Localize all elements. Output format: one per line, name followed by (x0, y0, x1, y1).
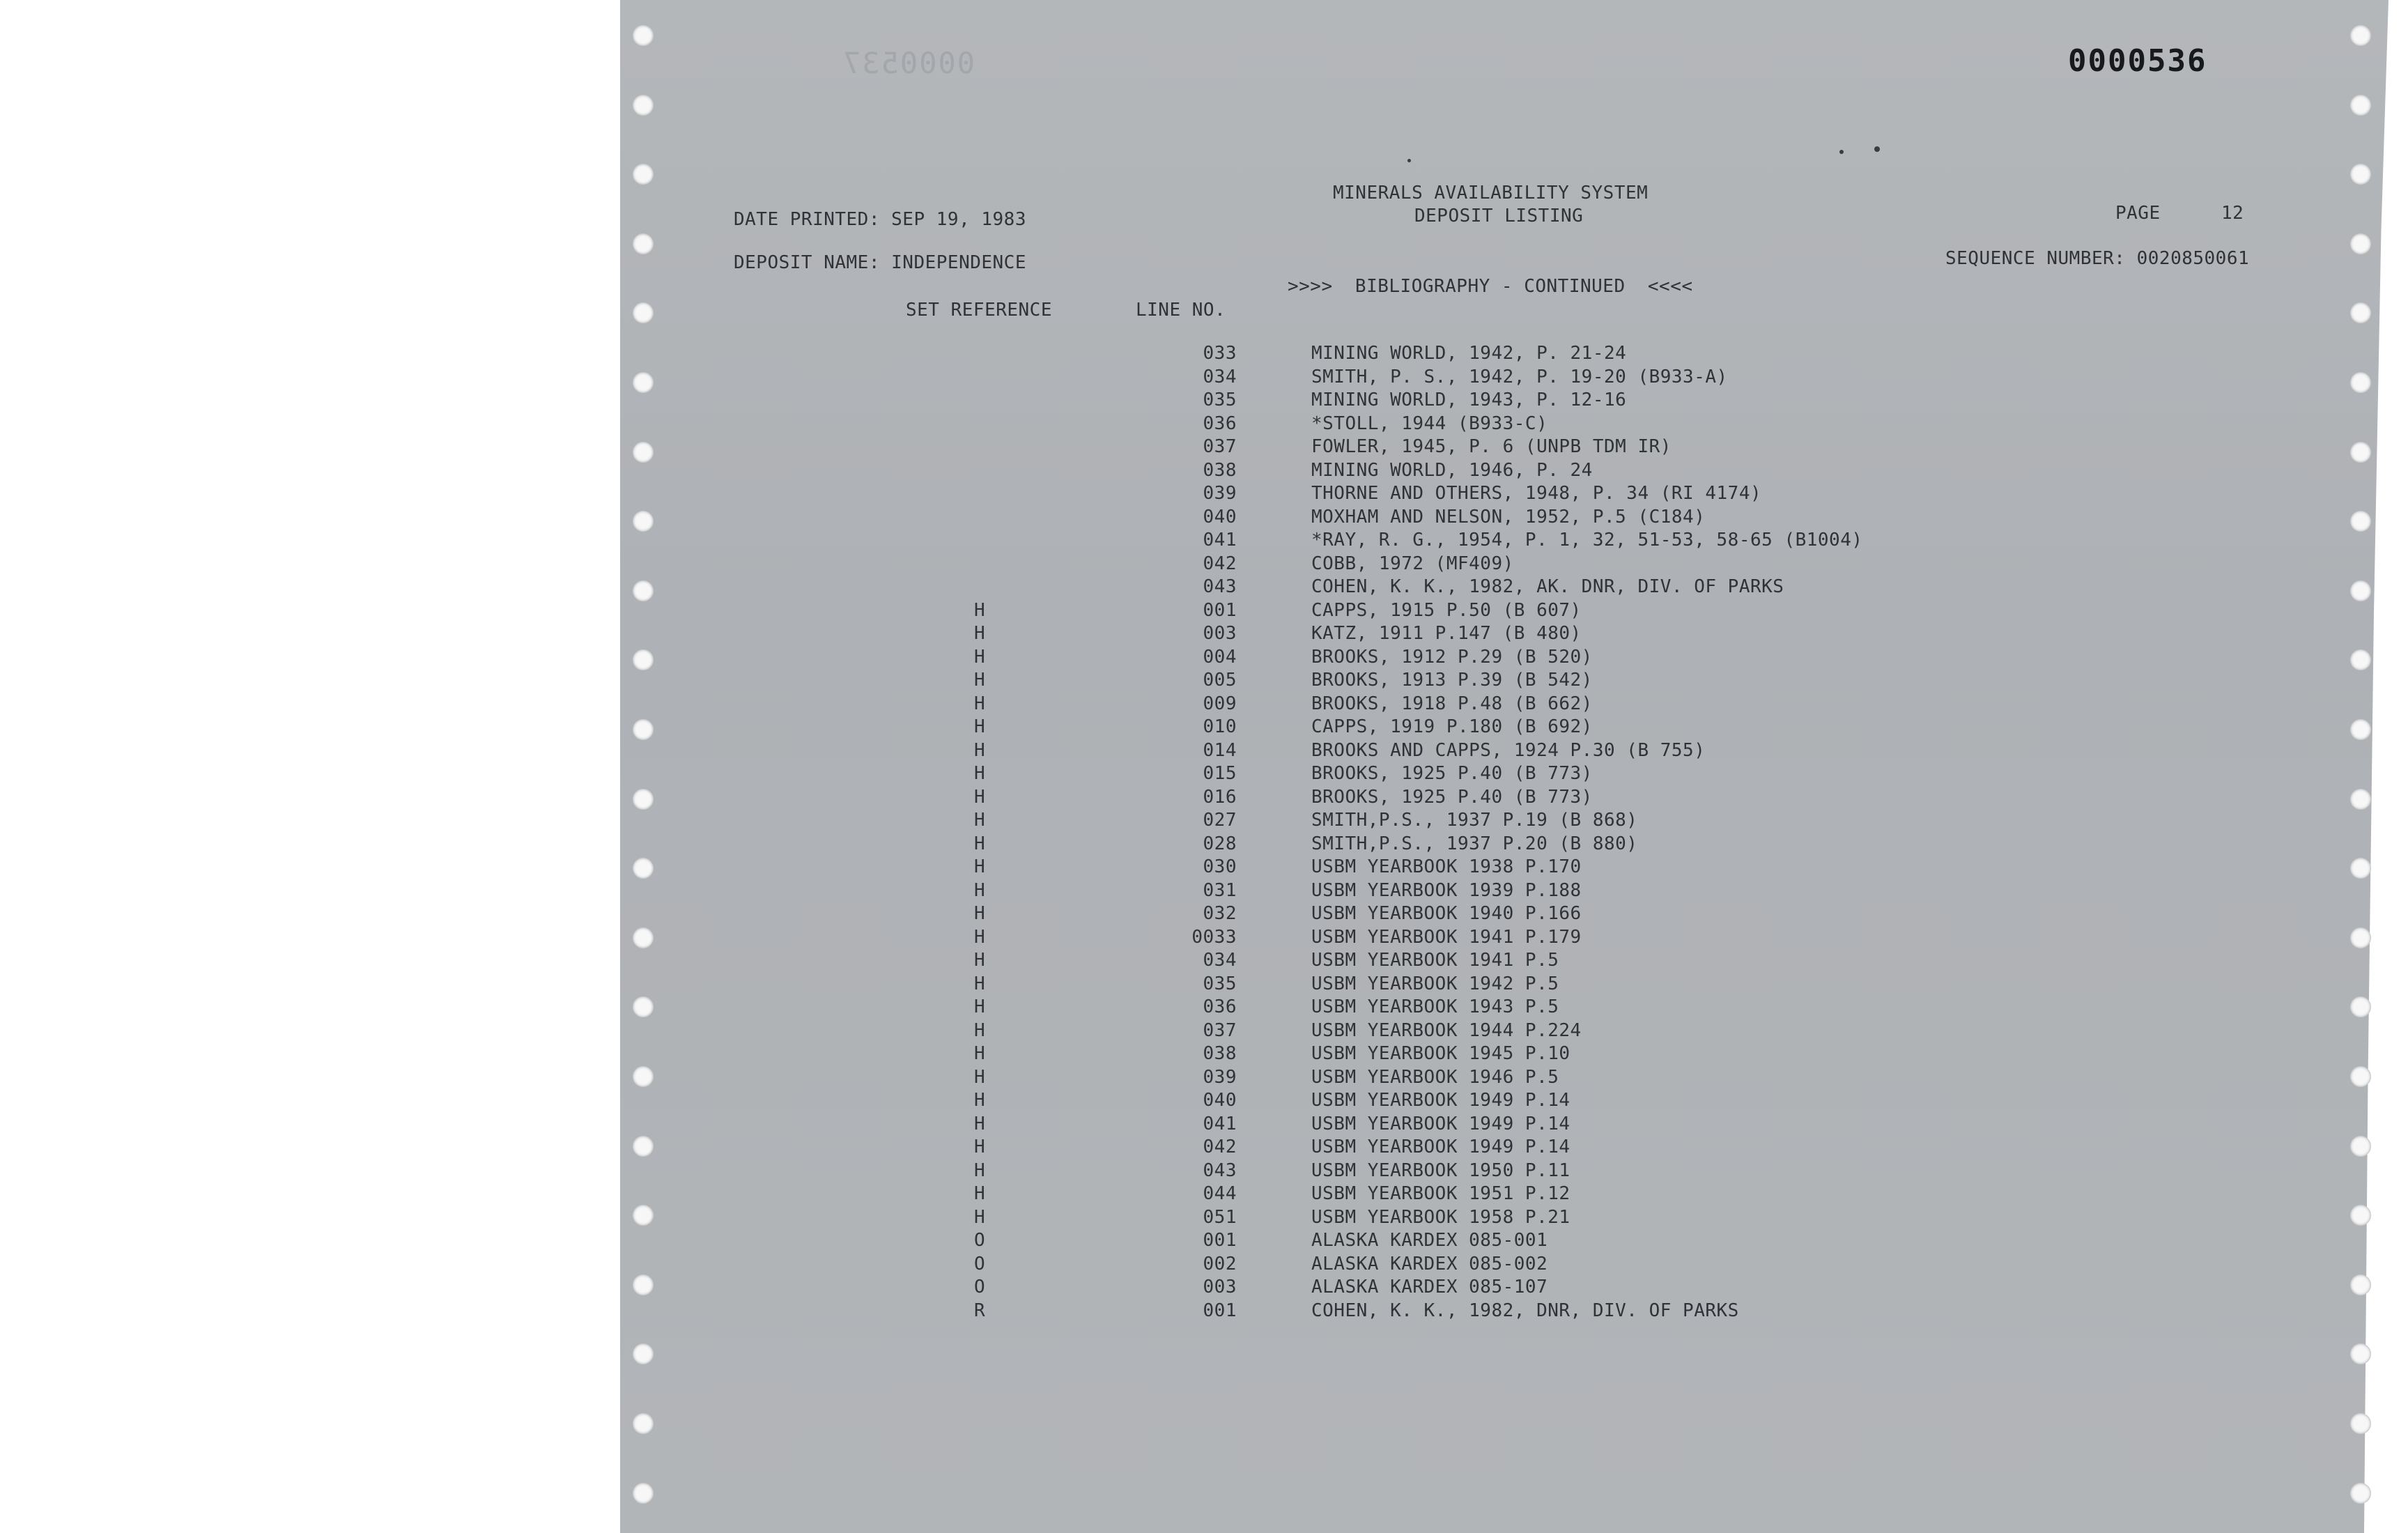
bibliography-row (620, 601, 2408, 624)
set-reference-cell: H (974, 716, 986, 737)
line-number-cell: 015 (1203, 763, 1237, 784)
bibliography-row (620, 578, 2408, 601)
reference-text-cell: USBM YEARBOOK 1939 P.188 (1311, 879, 1582, 901)
bibliography-row (620, 1019, 2408, 1045)
bibliography-row (620, 1091, 2408, 1114)
line-number-cell: 010 (1203, 716, 1237, 737)
reference-text-cell: USBM YEARBOOK 1941 P.5 (1311, 950, 1559, 971)
reference-text-cell: SMITH, P. S., 1942, P. 19-20 (B933-A) (1311, 366, 1728, 387)
reference-text-cell: ALASKA KARDEX 085-107 (1311, 1277, 1548, 1297)
line-number-cell: 035 (1203, 390, 1237, 410)
set-reference-cell: H (974, 599, 986, 621)
bibliography-row (620, 1231, 2408, 1254)
bibliography-row (620, 671, 2408, 694)
punch-hole (2350, 233, 2371, 254)
bibliography-row (620, 975, 2408, 998)
reference-text-cell: USBM YEARBOOK 1938 P.170 (1311, 856, 1582, 877)
bibliography-row (620, 788, 2408, 811)
line-number-cell: 042 (1203, 1137, 1237, 1157)
punch-hole (2350, 1343, 2371, 1364)
line-number-cell: 016 (1203, 786, 1237, 808)
punch-hole (2350, 302, 2371, 323)
bibliography-row (620, 928, 2408, 951)
line-number-cell: 030 (1203, 856, 1237, 877)
punch-hole (633, 95, 654, 116)
punch-hole (2350, 1483, 2371, 1504)
punch-hole (2350, 95, 2371, 116)
set-reference-cell: H (974, 739, 986, 761)
bibliography-row (620, 1138, 2408, 1161)
set-reference-cell: H (974, 1043, 986, 1064)
line-number-cell: 001 (1203, 599, 1237, 621)
punch-hole (633, 233, 654, 254)
reference-text-cell: USBM YEARBOOK 1942 P.5 (1311, 973, 1559, 994)
reference-text-cell: USBM YEARBOOK 1943 P.5 (1311, 996, 1559, 1017)
line-number-cell: 044 (1203, 1183, 1237, 1204)
section-title: >>>> BIBLIOGRAPHY - CONTINUED <<<< (1288, 276, 1693, 297)
reference-text-cell: USBM YEARBOOK 1944 P.224 (1311, 1019, 1582, 1041)
line-number-cell: 005 (1203, 670, 1237, 691)
punch-hole (2350, 164, 2371, 185)
line-number-cell: 034 (1203, 366, 1237, 387)
date-printed: DATE PRINTED: SEP 19, 1983 (734, 209, 1026, 230)
bibliography-row (620, 1162, 2408, 1185)
system-title: MINERALS AVAILABILITY SYSTEM (1333, 183, 1649, 203)
bibliography-row (620, 508, 2408, 531)
bibliography-row (620, 531, 2408, 554)
reference-text-cell: USBM YEARBOOK 1949 P.14 (1311, 1137, 1570, 1157)
column-header-set-reference: SET REFERENCE (906, 300, 1052, 321)
bibliography-row (620, 695, 2408, 718)
bibliography-row (620, 811, 2408, 834)
set-reference-cell: H (974, 670, 986, 691)
line-number-cell: 040 (1203, 506, 1237, 527)
punch-hole (2350, 25, 2371, 46)
sequence-number: SEQUENCE NUMBER: 0020850061 (1945, 248, 2250, 269)
set-reference-cell: R (974, 1300, 986, 1321)
punch-hole (633, 164, 654, 185)
reference-text-cell: CAPPS, 1919 P.180 (B 692) (1311, 716, 1593, 737)
print-speck (1839, 150, 1844, 154)
set-reference-cell: H (974, 646, 986, 668)
set-reference-cell: H (974, 1183, 986, 1204)
line-number-cell: 027 (1203, 810, 1237, 831)
bibliography-row (620, 904, 2408, 927)
bibliography-row (620, 1068, 2408, 1091)
bibliography-row (620, 1208, 2408, 1231)
bibliography-row (620, 1278, 2408, 1301)
reference-text-cell: USBM YEARBOOK 1949 P.14 (1311, 1113, 1570, 1134)
line-number-cell: 001 (1203, 1300, 1237, 1321)
bibliography-row (620, 391, 2408, 414)
line-number-cell: 002 (1203, 1253, 1237, 1274)
bleed-through-serial: 0000537 (842, 46, 975, 80)
bibliography-row (620, 718, 2408, 741)
reference-text-cell: COHEN, K. K., 1982, AK. DNR, DIV. OF PARKS (1311, 576, 1784, 597)
line-number-cell: 0033 (1191, 926, 1237, 948)
reference-text-cell: USBM YEARBOOK 1940 P.166 (1311, 903, 1582, 924)
reference-text-cell: BROOKS, 1925 P.40 (B 773) (1311, 786, 1593, 808)
line-number-cell: 039 (1203, 483, 1237, 504)
line-number-cell: 038 (1203, 1043, 1237, 1064)
reference-text-cell: KATZ, 1911 P.147 (B 480) (1311, 623, 1582, 644)
bibliography-row (620, 1302, 2408, 1325)
set-reference-cell: O (974, 1253, 986, 1274)
line-number-cell: 031 (1203, 879, 1237, 901)
line-number-cell: 009 (1203, 693, 1237, 714)
set-reference-cell: H (974, 1137, 986, 1157)
line-number-cell: 036 (1203, 413, 1237, 434)
reference-text-cell: ALASKA KARDEX 085-001 (1311, 1230, 1548, 1251)
set-reference-cell: H (974, 1160, 986, 1181)
print-speck (1874, 146, 1880, 152)
reference-text-cell: MINING WORLD, 1943, P. 12-16 (1311, 390, 1627, 410)
reference-text-cell: COBB, 1972 (MF409) (1311, 553, 1514, 574)
set-reference-cell: H (974, 973, 986, 994)
reference-text-cell: FOWLER, 1945, P. 6 (UNPB TDM IR) (1311, 436, 1672, 457)
reference-text-cell: BROOKS, 1912 P.29 (B 520) (1311, 646, 1593, 668)
set-reference-cell: O (974, 1230, 986, 1251)
reference-text-cell: USBM YEARBOOK 1949 P.14 (1311, 1090, 1570, 1111)
bibliography-row (620, 858, 2408, 881)
bibliography-row (620, 741, 2408, 764)
line-number-cell: 037 (1203, 1019, 1237, 1041)
reference-text-cell: USBM YEARBOOK 1941 P.179 (1311, 926, 1582, 948)
bibliography-row (620, 344, 2408, 367)
bibliography-row (620, 368, 2408, 391)
line-number-cell: 040 (1203, 1090, 1237, 1111)
reference-text-cell: USBM YEARBOOK 1951 P.12 (1311, 1183, 1570, 1204)
reference-text-cell: BROOKS, 1913 P.39 (B 542) (1311, 670, 1593, 691)
reference-text-cell: MINING WORLD, 1942, P. 21-24 (1311, 343, 1627, 364)
reference-text-cell: USBM YEARBOOK 1945 P.10 (1311, 1043, 1570, 1064)
bibliography-row (620, 1045, 2408, 1068)
line-number-cell: 043 (1203, 576, 1237, 597)
punch-hole (633, 302, 654, 323)
page-number: 12 (2221, 203, 2244, 224)
punch-hole (2350, 1413, 2371, 1434)
punch-hole (633, 1343, 654, 1364)
bibliography-row (620, 484, 2408, 507)
bibliography-row (620, 1185, 2408, 1208)
set-reference-cell: H (974, 786, 986, 808)
reference-text-cell: USBM YEARBOOK 1950 P.11 (1311, 1160, 1570, 1181)
set-reference-cell: H (974, 1066, 986, 1088)
set-reference-cell: H (974, 693, 986, 714)
line-number-cell: 038 (1203, 459, 1237, 481)
bibliography-row (620, 555, 2408, 578)
bibliography-row (620, 998, 2408, 1021)
line-number-cell: 041 (1203, 530, 1237, 550)
page-label: PAGE (2115, 203, 2161, 224)
bibliography-row (620, 648, 2408, 671)
punch-hole (633, 1483, 654, 1504)
document-serial-number: 0000536 (2068, 43, 2207, 79)
line-number-cell: 004 (1203, 646, 1237, 668)
line-number-cell: 014 (1203, 739, 1237, 761)
reference-text-cell: ALASKA KARDEX 085-002 (1311, 1253, 1548, 1274)
line-number-cell: 028 (1203, 833, 1237, 854)
bibliography-row (620, 415, 2408, 438)
bibliography-row (620, 835, 2408, 858)
line-number-cell: 034 (1203, 950, 1237, 971)
reference-text-cell: COHEN, K. K., 1982, DNR, DIV. OF PARKS (1311, 1300, 1739, 1321)
line-number-cell: 032 (1203, 903, 1237, 924)
set-reference-cell: H (974, 996, 986, 1017)
set-reference-cell: H (974, 1206, 986, 1228)
print-speck (1407, 159, 1411, 162)
set-reference-cell: H (974, 903, 986, 924)
printout-sheet (620, 0, 2408, 1533)
set-reference-cell: H (974, 833, 986, 854)
bibliography-row (620, 764, 2408, 787)
bibliography-row (620, 881, 2408, 904)
set-reference-cell: H (974, 763, 986, 784)
deposit-name: DEPOSIT NAME: INDEPENDENCE (734, 252, 1026, 273)
set-reference-cell: H (974, 1019, 986, 1041)
line-number-cell: 035 (1203, 973, 1237, 994)
reference-text-cell: MINING WORLD, 1946, P. 24 (1311, 459, 1593, 481)
bibliography-row (620, 438, 2408, 461)
set-reference-cell: H (974, 950, 986, 971)
set-reference-cell: H (974, 1090, 986, 1111)
reference-text-cell: MOXHAM AND NELSON, 1952, P.5 (C184) (1311, 506, 1706, 527)
set-reference-cell: H (974, 1113, 986, 1134)
line-number-cell: 039 (1203, 1066, 1237, 1088)
line-number-cell: 043 (1203, 1160, 1237, 1181)
reference-text-cell: BROOKS, 1925 P.40 (B 773) (1311, 763, 1593, 784)
column-header-line-no: LINE NO. (1136, 300, 1226, 321)
line-number-cell: 001 (1203, 1230, 1237, 1251)
reference-text-cell: USBM YEARBOOK 1958 P.21 (1311, 1206, 1570, 1228)
bibliography-row (620, 1255, 2408, 1278)
line-number-cell: 037 (1203, 436, 1237, 457)
line-number-cell: 042 (1203, 553, 1237, 574)
line-number-cell: 003 (1203, 1277, 1237, 1297)
reference-text-cell: *RAY, R. G., 1954, P. 1, 32, 51-53, 58-65 (B1004) (1311, 530, 1863, 550)
line-number-cell: 036 (1203, 996, 1237, 1017)
reference-text-cell: CAPPS, 1915 P.50 (B 607) (1311, 599, 1582, 621)
reference-text-cell: SMITH,P.S., 1937 P.19 (B 868) (1311, 810, 1638, 831)
punch-hole (633, 1413, 654, 1434)
set-reference-cell: H (974, 856, 986, 877)
reference-text-cell: USBM YEARBOOK 1946 P.5 (1311, 1066, 1559, 1088)
reference-text-cell: THORNE AND OTHERS, 1948, P. 34 (RI 4174) (1311, 483, 1762, 504)
bibliography-row (620, 1115, 2408, 1138)
reference-text-cell: BROOKS AND CAPPS, 1924 P.30 (B 755) (1311, 739, 1706, 761)
reference-text-cell: *STOLL, 1944 (B933-C) (1311, 413, 1548, 434)
line-number-cell: 033 (1203, 343, 1237, 364)
bibliography-row (620, 461, 2408, 484)
set-reference-cell: H (974, 623, 986, 644)
reference-text-cell: BROOKS, 1918 P.48 (B 662) (1311, 693, 1593, 714)
reference-text-cell: SMITH,P.S., 1937 P.20 (B 880) (1311, 833, 1638, 854)
bibliography-row (620, 624, 2408, 647)
line-number-cell: 051 (1203, 1206, 1237, 1228)
punch-hole (633, 25, 654, 46)
bibliography-row (620, 951, 2408, 974)
listing-title: DEPOSIT LISTING (1414, 206, 1584, 226)
set-reference-cell: H (974, 926, 986, 948)
set-reference-cell: H (974, 810, 986, 831)
set-reference-cell: H (974, 879, 986, 901)
line-number-cell: 003 (1203, 623, 1237, 644)
line-number-cell: 041 (1203, 1113, 1237, 1134)
set-reference-cell: O (974, 1277, 986, 1297)
